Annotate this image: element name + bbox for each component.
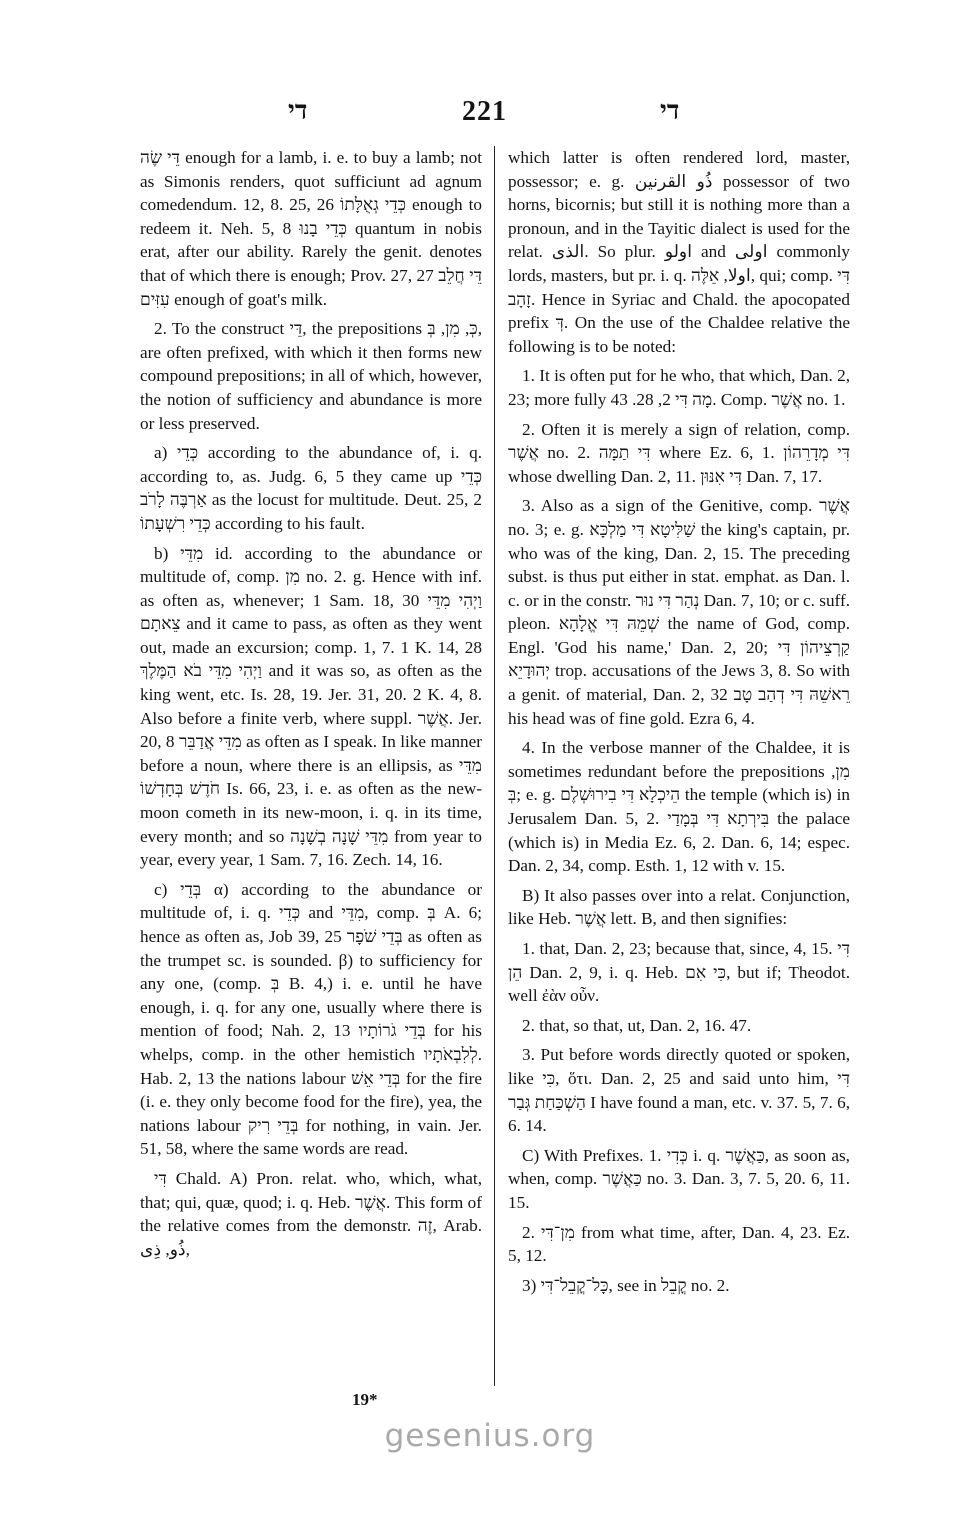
entry-paragraph: c) בְּדֵי α) according to the abundance or multitude of, i. q. כְּדֵי and מִדֵּי, comp. בְּ A. 6; hence as often as, Job 39, 25 בְּדֵי שֹׁפָר as often as the trumpet sc. is sounded. β) to sufficiency for any one, (comp. בְּ B. 4,) i. e. until he have enough, i. q. for any one, usually where there is mention of food; Nah. 2, 13 בְּדֵי גֹרוֹתָיו for his whelps, comp. in the other hemistich לְלִבְאֹתָיו. Hab. 2, 13 the nations labour בְּדֵי אֵשׁ for the fire (i. e. they only become food for the fire), yea, the nations labour בְּדֵי רִיק for nothing, in vain. Jer. 51, 58, where the same words are read.	[140, 879, 482, 1159]
entry-paragraph: B) It also passes over into a relat. Conjunction, like Heb. אֲשֶׁר lett. B, and then signifies:	[508, 885, 850, 929]
entry-paragraph: 1. that, Dan. 2, 23; because that, since, 4, 15. דִּי הֵן Dan. 2, 9, i. q. Heb. כִּי אִם, but if; Theodot. well ἐὰν οὖν.	[508, 939, 850, 1006]
page-header	[140, 96, 850, 136]
entry-paragraph: a) כְּדֵי according to the abundance of, i. q. according to, as. Judg. 6, 5 they came up כְּדֵי אַרְבֶּה לָרֹב as the locust for multitude. Deut. 25, 2 כְּדֵי רִשְׁעָתוֹ according to his fault.	[140, 443, 482, 533]
left-column	[140, 146, 482, 1267]
entry-paragraph: דִּי Chald. A) Pron. relat. who, which, what, that; qui, quæ, quod; i. q. Heb. אֲשֶׁר. This form of the relative comes from the demonstr. זֶה, Arab. ذُو, ذِى,	[140, 1168, 482, 1259]
right-column	[508, 146, 850, 1303]
entry-paragraph: 4. In the verbose manner of the Chaldee, it is sometimes redundant before the prepositions מִן, בְּ; e. g. הֵיכְלָא דִּי בִירוּשְׁלֶם the temple (which is) in Jerusalem Dan. 5, 2. בִּירְתָא דִּי בְּמָדַי the palace (which is) in Media Ez. 6, 2. Dan. 6, 14; espec. Dan. 2, 34, comp. Esth. 1, 12 with v. 15.	[508, 738, 850, 876]
entry-paragraph: 1. It is often put for he who, that which, Dan. 2, 23; more fully מָה דִּי 2, 28. 43. Comp. אֲשֶׁר no. 1.	[508, 366, 850, 409]
page-number: 221	[462, 96, 507, 127]
entry-paragraph: 2. that, so that, ut, Dan. 2, 16. 47.	[522, 1015, 752, 1035]
header-left-letter: די	[288, 96, 308, 125]
watermark: gesenius.org	[384, 1418, 596, 1454]
entry-paragraph: 3) כָּל־קֳבֵל־דִּי, see in קֳבֵל no. 2.	[522, 1275, 730, 1295]
entry-paragraph: 2. To the construct דֵּי, the prepositions כְּ, מִן, בְּ, are often prefixed, with which it then forms new compound prepositions; in all of which, however, the notion of sufficiency and abundance is more or less preserved.	[140, 319, 482, 433]
column-divider	[494, 146, 495, 1386]
entry-paragraph: b) מִדֵּי id. according to the abundance or multitude of, comp. מִן no. 2. g. Hence with inf. as often as, whenever; 1 Sam. 18, 30 וַיְהִי מִדֵּי צֵאתָם and it came to pass, as often as they went out, made an excursion; comp. 1, 7. 1 K. 14, 28 וַיְהִי מִדֵּי בֹא הַמֶּלֶךְ and it was so, as often as the king went, etc. Is. 28, 19. Jer. 31, 20. 2 K. 4, 8. Also before a finite verb, where suppl. אֲשֶׁר. Jer. 20, 8 מִדֵּי אֲדַבֵּר as often as I speak. In like manner before a noun, where there is an ellipsis, as מִדֵּי חֹדֶשׁ בְּחָדְשׁוֹ Is. 66, 23, i. e. as often as the new-moon cometh in its new-moon, i. q. in its time, every month; and so מִדֵּי שָׁנָה בְשָׁנָה from year to year, every year, 1 Sam. 7, 16. Zech. 14, 16.	[140, 543, 483, 870]
signature-mark: 19*	[352, 1390, 378, 1409]
entry-paragraph: דֵּי שֶׂה enough for a lamb, i. e. to buy a lamb; not as Simonis renders, quot sufficiunt ad agnum comedendum. 12, 8. 25, 26 כְּדֵי גְאֻלָּתוֹ enough to redeem it. Neh. 5, 8 כְּדֵי בָנוּ quantum in nobis erat, after our ability. Rarely the genit. denotes that of which there is enough; Prov. 27, 27 דֵּי חֲלֵב עִזִּים enough of goat's milk.	[140, 148, 482, 309]
entry-paragraph: 3. Also as a sign of the Genitive, comp. אֲשֶׁר no. 3; e. g. שַׁלִּיטָא דִּי מַלְכָּא the king's captain, pr. who was of the king, Dan. 2, 15. The preceding subst. is thus put either in stat. emphat. as Dan. l. c. or in the constr. נְהַר דִּי נוּר Dan. 7, 10; or c. suff. pleon. שְׁמֵהּ דִּי אֱלָהָא the name of God, comp. Engl. 'God his name,' Dan. 2, 20; קַרְצֵיהוֹן דִּי יְהוּדָיֵא trop. accusations of the Jews 3, 8. So with a genit. of material, Dan. 2, 32 רֵאשֵׁהּ דִּי דְהַב טָב his head was of fine gold. Ezra 6, 4.	[508, 496, 850, 728]
header-right-letter: די	[660, 96, 680, 125]
entry-paragraph: which latter is often rendered lord, master, possessor; e. g. ذُو القرنين possessor of two horns, bicornis; but still it is nothing more than a pronoun, and in the Tayitic dialect is used for the relat. الذى. So plur. اولو and اولى commonly lords, masters, but pr. i. q. اولا, אֵלֶּה, qui; comp. דִּי זָהָב. Hence in Syriac and Chald. the apocopated prefix דְּ. On the use of the Chaldee relative the following is to be noted:	[508, 148, 850, 356]
entry-paragraph: 2. מִן־דִּי from what time, after, Dan. 4, 23. Ez. 5, 12.	[508, 1222, 850, 1266]
entry-paragraph: C) With Prefixes. 1. כְּדִי i. q. כַּאֲשֶׁר, as soon as, when, comp. כַּאֲשֶׁר no. 3. Dan. 3, 7. 5, 20. 6, 11. 15.	[508, 1145, 851, 1212]
entry-paragraph: 3. Put before words directly quoted or spoken, like כִּי, ὅτι. Dan. 2, 25 and said unto him, דִּי הַשְׁכַּחַת גְּבַר I have found a man, etc. v. 37. 5, 7. 6, 6. 14.	[508, 1045, 851, 1136]
entry-paragraph: 2. Often it is merely a sign of relation, comp. אֲשֶׁר no. 2. דִּי תַמָּה where Ez. 6, 1. דִּי מְדָרֵהוֹן whose dwelling Dan. 2, 11. דִּי אִנּוּן Dan. 7, 17.	[508, 419, 850, 486]
